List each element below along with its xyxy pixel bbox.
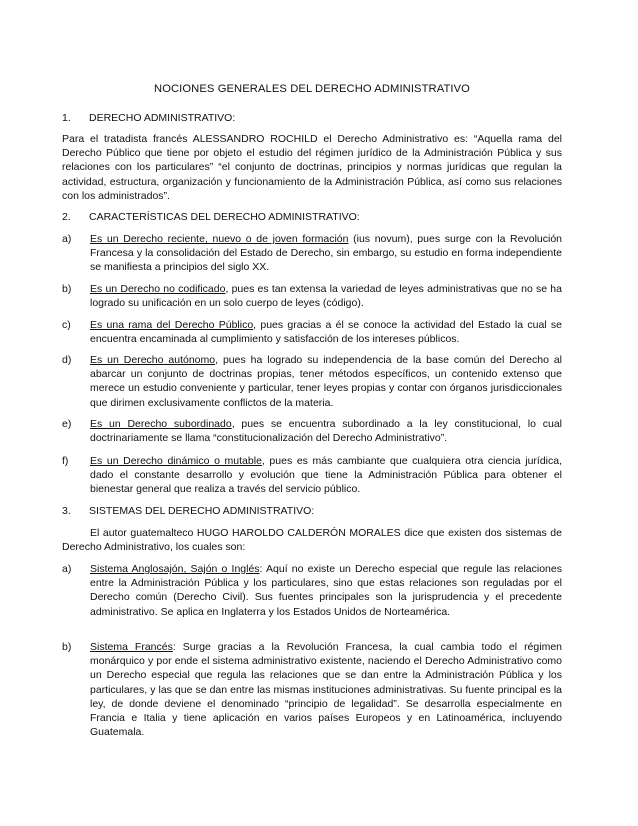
item-text: , pues es más cambiante que cualquiera otra ciencia jurídica, dado el constante desarrollo y evolución que tiene la Administración Pública para obtener el bienestar general que realiza a través del servicio público. xyxy=(90,455,562,496)
item-marker: d) xyxy=(62,354,72,366)
item-lead: Es una rama del Derecho Público xyxy=(90,319,254,331)
item-marker: a) xyxy=(62,563,72,575)
section-heading-1 xyxy=(62,111,562,125)
item-marker: e) xyxy=(62,418,72,430)
item-lead: Sistema Francés xyxy=(90,641,173,653)
document-page xyxy=(62,0,562,826)
item-marker: a) xyxy=(62,233,72,245)
item-lead: Es un Derecho autónomo xyxy=(90,354,216,366)
section-heading-text: DERECHO ADMINISTRATIVO: xyxy=(89,112,236,124)
section-number: 1. xyxy=(62,112,71,124)
section-heading-2 xyxy=(62,210,562,224)
section-number: 3. xyxy=(62,505,71,517)
item-text: , pues se encuentra subordinado a la ley constitucional, lo cual doctrinariamente se llama “constitucionalización del Derecho Administrativo”. xyxy=(90,418,562,445)
item-lead: Es un Derecho no codificado xyxy=(90,283,226,295)
definition-paragraph: Para el tratadista francés ALESSANDRO ROCHILD el Derecho Administrativo es: “Aquella rama del Derecho Público que tiene por objeto el estudio del régimen jurídico de la Administración Pública y sus relaciones con los particulares” “el conjunto de doctrinas, principios y normas jurídicas que regulan la actividad, estructura, organización y funcionamiento de la Administración Pública, así como sus relaciones con los administrados”. xyxy=(62,133,562,202)
characteristic-item-f xyxy=(62,454,562,497)
item-lead: Es un Derecho reciente, nuevo o de joven formación xyxy=(90,233,349,245)
item-lead: Es un Derecho subordinado xyxy=(90,418,232,430)
section-number: 2. xyxy=(62,211,71,223)
systems-intro-paragraph: El autor guatemalteco HUGO HAROLDO CALDERÓN MORALES dice que existen dos sistemas de Derecho Administrativo, los cuales son: xyxy=(62,527,562,554)
section-heading-3 xyxy=(62,504,562,518)
item-text: , pues ha logrado su independencia de la base común del Derecho al abarcar un conjunto de doctrinas propias, tener métodos específicos, un contenido extenso que merece un estudio conveniente y particular, tener leyes propias y contar con órganos jurisdiccionales que dirimen exclusivamente conflictos de la materia. xyxy=(90,354,563,409)
system-item-a xyxy=(62,562,562,619)
item-marker: c) xyxy=(62,319,71,331)
item-text: (ius novum), pues surge con la Revolución Francesa y la consolidación del Estado de Derecho, sin embargo, su estudio en forma independiente se manifiesta a principios del siglo XX. xyxy=(90,233,563,274)
section-heading-text: SISTEMAS DEL DERECHO ADMINISTRATIVO: xyxy=(89,505,315,517)
item-marker: f) xyxy=(62,455,69,467)
item-lead: Es un Derecho dinámico o mutable xyxy=(90,455,262,467)
item-lead: Sistema Anglosajón, Sajón o Inglés xyxy=(90,563,260,575)
characteristic-item-d xyxy=(62,353,562,410)
item-text: , pues gracias a él se conoce la actividad del Estado la cual se encuentra encaminada al cumplimiento y satisfacción de los intereses públicos. xyxy=(90,319,562,346)
characteristic-item-c xyxy=(62,318,562,346)
characteristic-item-b xyxy=(62,282,562,310)
characteristic-item-a xyxy=(62,232,562,275)
item-text: , pues es tan extensa la variedad de leyes administrativas que no se ha logrado su unificación en un solo cuerpo de leyes (código). xyxy=(90,283,562,310)
system-item-b xyxy=(62,640,562,739)
item-marker: b) xyxy=(62,283,72,295)
document-title: NOCIONES GENERALES DEL DERECHO ADMINISTRATIVO xyxy=(154,83,470,95)
item-text: : Surge gracias a la Revolución Francesa, la cual cambia todo el régimen monárquico y por ende el sistema administrativo existente, naciendo el Derecho Administrativo como un Derecho especial que regula las relaciones que se dan entre la Administración Pública y los particulares, y las que se dan entre las mismas instituciones administrativas. Su fuente principal es la ley, de donde deviene el denominado “principio de legalidad”. Se desarrolla especialmente en Francia e Italia y tiene aplicación en varios países Europeos y en Latinoamérica, incluyendo Guatemala. xyxy=(90,641,562,739)
section-heading-text: CARACTERÍSTICAS DEL DERECHO ADMINISTRATIVO: xyxy=(89,211,360,223)
item-text: : Aquí no existe un Derecho especial que regule las relaciones entre la Administración Pública y los particulares, sino que estas relaciones son reguladas por el Derecho común (Derecho Civil). Sus fuentes principales son la jurisprudencia y el precedente administrativo. Se aplica en Inglaterra y los Estados Unidos de Norteamérica. xyxy=(90,563,562,618)
characteristic-item-e xyxy=(62,417,562,445)
item-marker: b) xyxy=(62,641,72,653)
